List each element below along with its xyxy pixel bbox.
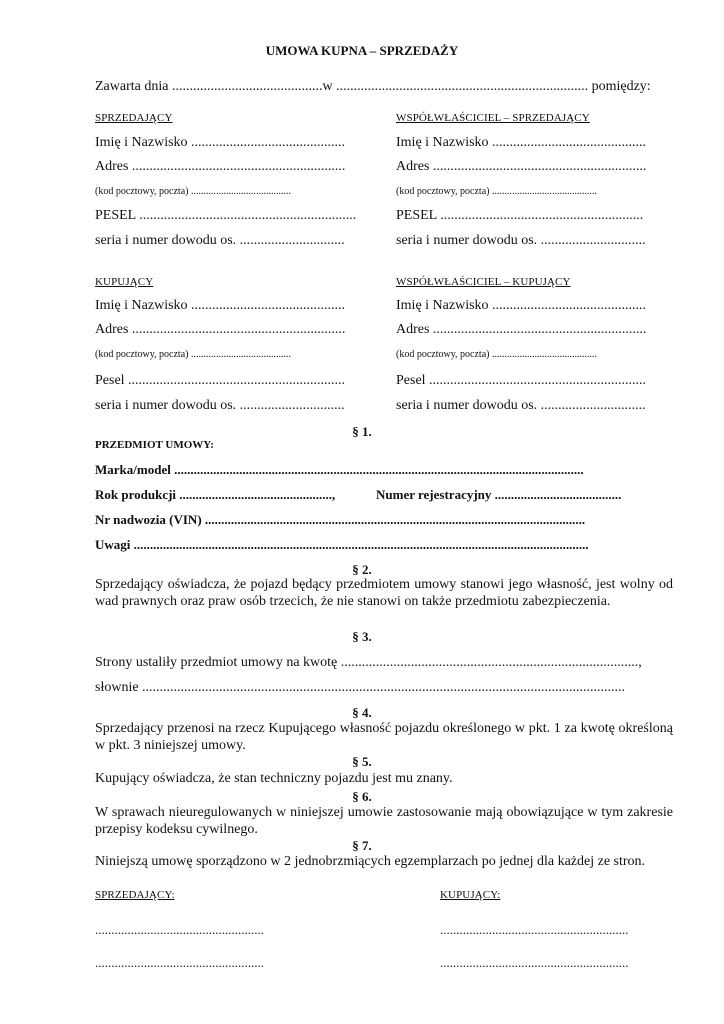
- section-1-heading: § 1.: [352, 424, 372, 439]
- section-2-heading: § 2.: [352, 562, 372, 577]
- buyer-signature-line-1: ..........................................................: [440, 922, 629, 937]
- section-4-heading: § 4.: [352, 705, 372, 720]
- co-seller-header: WSPÓŁWŁAŚCICIEL – SPRZEDAJĄCY: [396, 112, 590, 124]
- section-2-text: Sprzedający oświadcza, że pojazd będący przedmiotem umowy stanowi jego własność, jest wolny od wad prawnych oraz praw osób trzecich, że nie stanowi on także przedmiotu zabezpieczenia.: [95, 577, 673, 609]
- buyer-signature-line-2: ..........................................................: [440, 955, 629, 970]
- co-buyer-pesel: Pesel ..............................................................: [396, 373, 647, 388]
- section-5-heading: § 5.: [352, 754, 372, 769]
- document-title: UMOWA KUPNA – SPRZEDAŻY: [265, 43, 459, 58]
- section-7-text: Niniejszą umowę sporządzono w 2 jednobrzmiących egzemplarzach po jednej dla każdej ze stron.: [95, 854, 646, 869]
- seller-address: Adres .............................................................: [95, 159, 346, 174]
- buyer-id-doc: seria i numer dowodu os. ..............................: [95, 398, 345, 413]
- production-year-line: Rok produkcji ...............................................,: [95, 487, 336, 502]
- buyer-pesel: Pesel ..............................................................: [95, 373, 346, 388]
- seller-pesel: PESEL ..............................................................: [95, 208, 357, 223]
- section-6-text: W sprawach nieuregulowanych w niniejszej umowie zastosowanie mają obowiązujące w tym zakresie przepisy kodeksu cywilnego.: [95, 805, 673, 837]
- seller-signature-line-2: ....................................................: [95, 955, 264, 970]
- buyer-name: Imię i Nazwisko ............................................: [95, 298, 346, 313]
- make-model-line: Marka/model ..............................................................................................................................: [95, 462, 584, 477]
- seller-postal: (kod pocztowy, poczta) ........................................: [95, 186, 291, 197]
- co-buyer-postal: (kod pocztowy, poczta) ..........................................: [396, 349, 597, 360]
- section-6-heading: § 6.: [352, 789, 372, 804]
- co-seller-id-doc: seria i numer dowodu os. ..............................: [396, 233, 646, 248]
- price-words-line: słownie ..........................................................................................................................................: [95, 680, 626, 695]
- registration-number-line: Numer rejestracyjny .......................................: [376, 487, 622, 502]
- buyer-address: Adres .............................................................: [95, 322, 346, 337]
- seller-signature-label: SPRZEDAJĄCY:: [95, 889, 175, 901]
- seller-name: Imię i Nazwisko ............................................: [95, 135, 346, 150]
- co-seller-name: Imię i Nazwisko ............................................: [396, 135, 647, 150]
- section-7-heading: § 7.: [352, 838, 372, 853]
- intro-line: Zawarta dnia ...........................................w ........................................................................ pomiędzy:: [95, 79, 651, 94]
- vin-line: Nr nadwozia (VIN) .....................................................................................................................: [95, 512, 586, 527]
- seller-header: SPRZEDAJĄCY: [95, 112, 173, 124]
- section-4-text: Sprzedający przenosi na rzecz Kupującego własność pojazdu określonego w pkt. 1 za kwotę określoną w pkt. 3 niniejszej umowy.: [95, 721, 673, 753]
- seller-id-doc: seria i numer dowodu os. ..............................: [95, 233, 345, 248]
- co-buyer-name: Imię i Nazwisko ............................................: [396, 298, 647, 313]
- co-seller-address: Adres .............................................................: [396, 159, 647, 174]
- buyer-header: KUPUJĄCY: [95, 276, 154, 288]
- co-seller-postal: (kod pocztowy, poczta) ..........................................: [396, 186, 597, 197]
- co-buyer-address: Adres .............................................................: [396, 322, 647, 337]
- notes-line: Uwagi ............................................................................................................................................: [95, 537, 589, 552]
- buyer-signature-label: KUPUJĄCY:: [440, 889, 501, 901]
- section-3-heading: § 3.: [352, 629, 372, 644]
- co-seller-pesel: PESEL ..........................................................: [396, 208, 644, 223]
- subject-label: PRZEDMIOT UMOWY:: [95, 439, 214, 451]
- seller-signature-line-1: ....................................................: [95, 922, 264, 937]
- buyer-postal: (kod pocztowy, poczta) ........................................: [95, 349, 291, 360]
- section-5-text: Kupujący oświadcza, że stan techniczny pojazdu jest mu znany.: [95, 771, 453, 786]
- co-buyer-id-doc: seria i numer dowodu os. ..............................: [396, 398, 646, 413]
- price-amount-line: Strony ustaliły przedmiot umowy na kwotę .....................................................................................,: [95, 655, 642, 670]
- co-buyer-header: WSPÓŁWŁAŚCICIEL – KUPUJĄCY: [396, 276, 571, 288]
